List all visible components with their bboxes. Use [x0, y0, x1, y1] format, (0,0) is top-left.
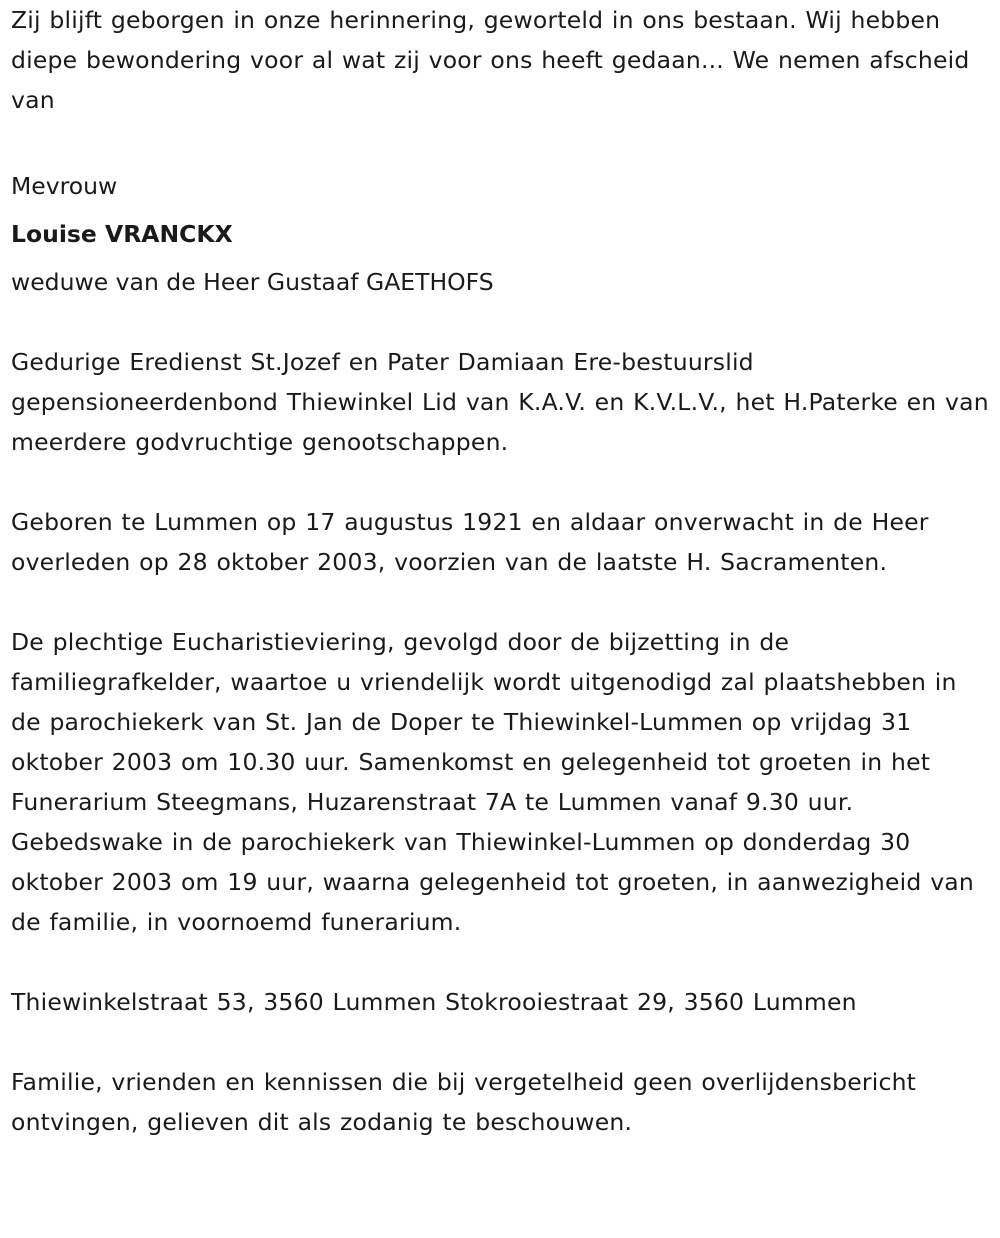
spacer — [11, 120, 991, 160]
spacer — [11, 942, 991, 982]
ceremony-text: De plechtige Eucharistieviering, gevolgd door de bijzetting in de familiegrafkelder, waartoe u vriendelijk wordt uitgenodigd zal plaatshebben in de parochiekerk van St. Jan de Doper te Thiewinkel-Lummen op vrijdag 31 oktober 2003 om 10.30 uur. Samenkomst en gelegenheid tot groeten in het Funerarium Steegmans, Huzarenstraat 7A te Lummen vanaf 9.30 uur. Gebedswake in de parochiekerk van Thiewinkel-Lummen op donderdag 30 oktober 2003 om 19 uur, waarna gelegenheid tot groeten, in aanwezigheid van de familie, in voornoemd funerarium. — [11, 628, 974, 936]
salutation: Mevrouw — [11, 172, 118, 200]
closing-text: Familie, vrienden en kennissen die bij vergetelheid geen overlijdensbericht ontvingen, gelieven dit als zodanig te beschouwen. — [11, 1068, 917, 1136]
intro-text: Zij blijft geborgen in onze herinnering, geworteld in ons bestaan. Wij hebben diepe bewondering voor al wat zij voor ons heeft gedaan... We nemen afscheid van — [11, 6, 970, 114]
spouse-line: weduwe van de Heer Gustaaf GAETHOFS — [11, 268, 494, 296]
memberships-text: Gedurige Eredienst St.Jozef en Pater Damiaan Ere-bestuurslid gepensioneerdenbond Thiewinkel Lid van K.A.V. en K.V.L.V., het H.Paterke en van meerdere godvruchtige genootschappen. — [11, 348, 989, 456]
spacer — [11, 582, 991, 622]
addresses-text: Thiewinkelstraat 53, 3560 Lummen Stokrooiestraat 29, 3560 Lummen — [11, 988, 857, 1016]
death-notice — [11, 0, 991, 1142]
spacer — [11, 302, 991, 342]
spacer — [11, 462, 991, 502]
birth-death-text: Geboren te Lummen op 17 augustus 1921 en aldaar onverwacht in de Heer overleden op 28 oktober 2003, voorzien van de laatste H. Sacramenten. — [11, 508, 929, 576]
spacer — [11, 1022, 991, 1062]
deceased-name: Louise VRANCKX — [11, 220, 233, 248]
